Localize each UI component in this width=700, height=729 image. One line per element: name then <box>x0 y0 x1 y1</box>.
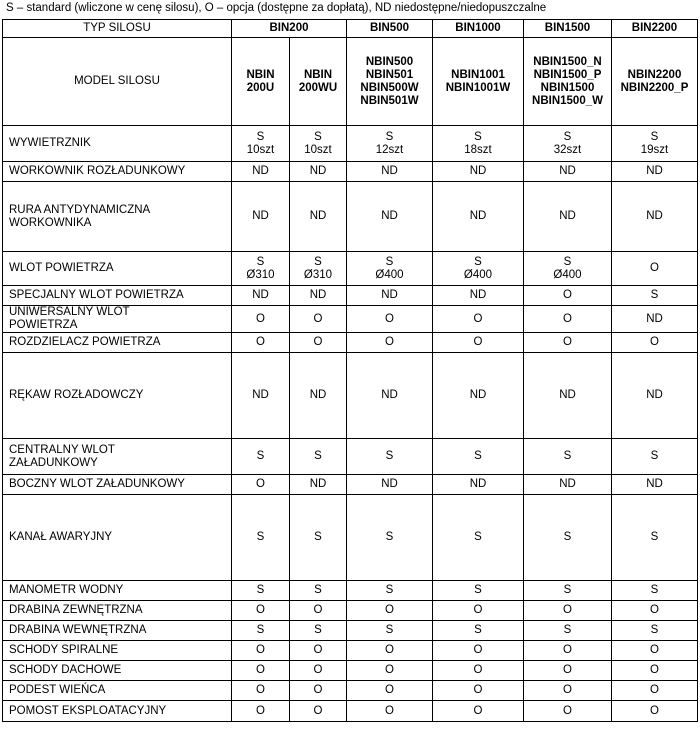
table-cell: S <box>612 495 698 581</box>
table-cell: O <box>524 701 612 722</box>
table-cell: O <box>347 661 433 681</box>
table-cell: S <box>612 621 698 641</box>
table-cell: S <box>232 581 290 601</box>
table-row <box>3 701 698 722</box>
table-cell: O <box>433 641 524 661</box>
table-cell: O <box>433 306 524 333</box>
table-cell: O <box>232 475 290 495</box>
model-cell: NBIN1500_N NBIN1500_P NBIN1500 NBIN1500_W <box>524 38 612 126</box>
table-cell: O <box>612 601 698 621</box>
table-cell: O <box>232 601 290 621</box>
table-cell: ND <box>290 162 347 182</box>
table-cell: S Ø310 <box>290 252 347 286</box>
table-cell: S 18szt <box>433 126 524 162</box>
type-bin2200: BIN2200 <box>612 20 698 38</box>
table-cell: S Ø310 <box>232 252 290 286</box>
type-header-row <box>3 20 698 38</box>
table-cell: O <box>433 601 524 621</box>
row-label: WORKOWNIK ROZŁADUNKOWY <box>3 162 232 182</box>
table-cell: ND <box>347 475 433 495</box>
table-row <box>3 252 698 286</box>
table-cell: O <box>524 641 612 661</box>
row-label: BOCZNY WLOT ZAŁADUNKOWY <box>3 475 232 495</box>
table-cell: O <box>290 333 347 353</box>
table-cell: S <box>290 621 347 641</box>
row-label: DRABINA ZEWNĘTRZNA <box>3 601 232 621</box>
table-cell: O <box>433 333 524 353</box>
table-cell: O <box>612 661 698 681</box>
table-cell: O <box>232 661 290 681</box>
table-cell: O <box>290 701 347 722</box>
table-cell: ND <box>433 286 524 306</box>
table-row <box>3 641 698 661</box>
table-cell: O <box>347 306 433 333</box>
model-header-row <box>3 38 698 126</box>
type-label: TYP SILOSU <box>3 20 232 38</box>
table-cell: ND <box>524 475 612 495</box>
row-label: WLOT POWIETRZA <box>3 252 232 286</box>
row-label: MANOMETR WODNY <box>3 581 232 601</box>
model-label: MODEL SILOSU <box>3 38 232 126</box>
model-cell: NBIN 200U <box>232 38 290 126</box>
table-row <box>3 581 698 601</box>
table-cell: O <box>612 701 698 722</box>
table-cell: O <box>232 681 290 701</box>
table-cell: S <box>347 495 433 581</box>
table-row <box>3 306 698 333</box>
row-label: UNIWERSALNY WLOT POWIETRZA <box>3 306 232 333</box>
table-cell: S Ø400 <box>524 252 612 286</box>
table-cell: O <box>524 601 612 621</box>
table-cell: S <box>524 621 612 641</box>
table-row <box>3 661 698 681</box>
table-row <box>3 162 698 182</box>
model-cell: NBIN 200WU <box>290 38 347 126</box>
row-label: SCHODY DACHOWE <box>3 661 232 681</box>
table-cell: S <box>524 581 612 601</box>
table-cell: S <box>612 439 698 475</box>
table-cell: O <box>524 661 612 681</box>
table-cell: S <box>290 495 347 581</box>
table-row <box>3 439 698 475</box>
table-row <box>3 621 698 641</box>
row-label: PODEST WIEŃCA <box>3 681 232 701</box>
silo-spec-table <box>2 19 698 722</box>
table-row <box>3 126 698 162</box>
table-cell: S <box>290 581 347 601</box>
row-label: SCHODY SPIRALNE <box>3 641 232 661</box>
row-label: RĘKAW ROZŁADOWCZY <box>3 353 232 439</box>
table-cell: O <box>524 681 612 701</box>
table-cell: ND <box>612 306 698 333</box>
table-cell: ND <box>612 182 698 252</box>
table-cell: ND <box>433 475 524 495</box>
table-cell: S Ø400 <box>433 252 524 286</box>
table-cell: ND <box>433 162 524 182</box>
table-row <box>3 601 698 621</box>
table-cell: O <box>290 681 347 701</box>
table-cell: ND <box>612 353 698 439</box>
table-cell: O <box>612 641 698 661</box>
type-bin1500: BIN1500 <box>524 20 612 38</box>
table-cell: O <box>347 641 433 661</box>
table-cell: O <box>347 333 433 353</box>
table-cell: S <box>524 439 612 475</box>
table-cell: ND <box>290 353 347 439</box>
table-cell: ND <box>524 162 612 182</box>
table-cell: O <box>524 286 612 306</box>
table-cell: O <box>290 601 347 621</box>
table-cell: ND <box>347 286 433 306</box>
row-label: CENTRALNY WLOT ZAŁADUNKOWY <box>3 439 232 475</box>
table-cell: O <box>612 333 698 353</box>
table-cell: ND <box>290 182 347 252</box>
table-row <box>3 286 698 306</box>
table-cell: S <box>433 621 524 641</box>
table-cell: ND <box>290 286 347 306</box>
row-label: ROZDZIELACZ POWIETRZA <box>3 333 232 353</box>
model-cell: NBIN2200 NBIN2200_P <box>612 38 698 126</box>
type-bin500: BIN500 <box>347 20 433 38</box>
table-cell: O <box>347 701 433 722</box>
table-cell: O <box>347 681 433 701</box>
table-row <box>3 681 698 701</box>
table-cell: O <box>433 661 524 681</box>
row-label: SPECJALNY WLOT POWIETRZA <box>3 286 232 306</box>
row-label: WYWIETRZNIK <box>3 126 232 162</box>
table-cell: S <box>433 439 524 475</box>
table-cell: ND <box>347 182 433 252</box>
table-cell: S <box>347 581 433 601</box>
table-cell: S <box>232 495 290 581</box>
table-row <box>3 333 698 353</box>
table-cell: O <box>232 306 290 333</box>
table-row <box>3 495 698 581</box>
table-cell: O <box>433 681 524 701</box>
table-cell: ND <box>524 182 612 252</box>
row-label: DRABINA WEWNĘTRZNA <box>3 621 232 641</box>
table-cell: O <box>612 681 698 701</box>
table-cell: O <box>290 306 347 333</box>
table-cell: ND <box>232 182 290 252</box>
table-cell: O <box>232 701 290 722</box>
table-cell: O <box>290 661 347 681</box>
table-cell: ND <box>612 162 698 182</box>
table-cell: O <box>290 641 347 661</box>
table-cell: S <box>433 581 524 601</box>
table-cell: S <box>612 581 698 601</box>
table-row <box>3 475 698 495</box>
table-cell: O <box>612 252 698 286</box>
table-cell: S 10szt <box>232 126 290 162</box>
table-cell: ND <box>524 353 612 439</box>
table-cell: ND <box>232 353 290 439</box>
model-cell: NBIN500 NBIN501 NBIN500W NBIN501W <box>347 38 433 126</box>
legend-text: S – standard (wliczone w cenę silosu), O – opcja (dostępne za dopłatą), ND niedostępne/niedopuszczalne <box>6 2 547 14</box>
table-cell: S <box>290 439 347 475</box>
row-label: KANAŁ AWARYJNY <box>3 495 232 581</box>
table-cell: S <box>232 621 290 641</box>
table-cell: O <box>347 601 433 621</box>
type-bin200: BIN200 <box>232 20 347 38</box>
table-cell: S 10szt <box>290 126 347 162</box>
table-cell: S <box>524 495 612 581</box>
table-row <box>3 182 698 252</box>
table-cell: ND <box>612 475 698 495</box>
table-cell: S <box>347 439 433 475</box>
table-cell: ND <box>433 182 524 252</box>
table-row <box>3 353 698 439</box>
row-label: POMOST EKSPLOATACYJNY <box>3 701 232 722</box>
table-cell: ND <box>290 475 347 495</box>
model-cell: NBIN1001 NBIN1001W <box>433 38 524 126</box>
table-cell: O <box>232 333 290 353</box>
table-cell: O <box>524 306 612 333</box>
table-cell: S <box>232 439 290 475</box>
table-cell: O <box>433 701 524 722</box>
table-cell: S <box>612 286 698 306</box>
table-cell: ND <box>232 286 290 306</box>
table-cell: S 12szt <box>347 126 433 162</box>
table-cell: S <box>433 495 524 581</box>
table-cell: ND <box>433 353 524 439</box>
table-cell: S Ø400 <box>347 252 433 286</box>
table-cell: S 19szt <box>612 126 698 162</box>
table-cell: ND <box>232 162 290 182</box>
table-cell: S <box>347 621 433 641</box>
table-cell: ND <box>347 353 433 439</box>
type-bin1000: BIN1000 <box>433 20 524 38</box>
table-cell: S 32szt <box>524 126 612 162</box>
table-cell: ND <box>347 162 433 182</box>
table-cell: O <box>232 641 290 661</box>
table-cell: O <box>524 333 612 353</box>
row-label: RURA ANTYDYNAMICZNA WORKOWNIKA <box>3 182 232 252</box>
